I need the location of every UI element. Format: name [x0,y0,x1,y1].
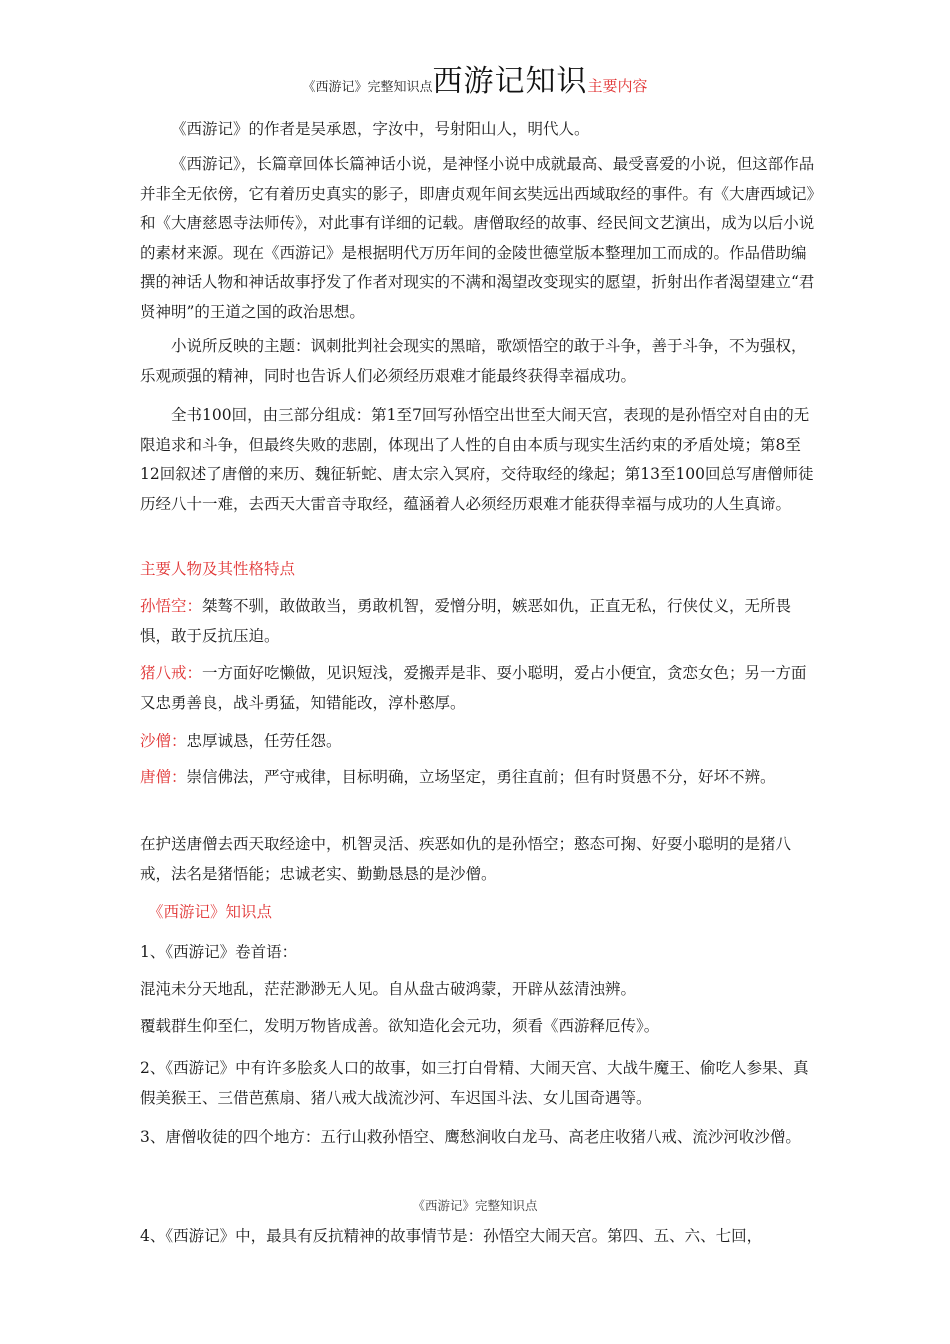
knowledge-item-4: 4、《西游记》中，最具有反抗精神的故事情节是：孙悟空大闹天宫。第四、五、六、七回， [140,1227,763,1245]
character-entry [140,727,818,757]
paragraph-structure: 全书100回，由三部分组成：第1至7回写孙悟空出世至大闹天宫，表现的是孙悟空对自由的无限追求和斗争，但最终失败的悲剧，体现出了人性的自由本质与现实生活约束的矛盾处境；第8至12回叙述了唐僧的来历、魏征斩蛇、唐太宗入冥府，交待取经的缘起；第13至100回总写唐僧师徒历经八十一难，去西天大雷音寺取经，蕴涵着人必须经历艰难才能获得幸福与成功的人生真谛。 [140,406,814,513]
paragraph-intro: 《西游记》，长篇章回体长篇神话小说，是神怪小说中成就最高、最受喜爱的小说，但这部作品并非全无依傍，它有着历史真实的影子，即唐贞观年间玄奘远出西域取经的事件。有《大唐西域记》和《大唐慈恩寺法师传》，对此事有详细的记载。唐僧取经的故事、经民间文艺演出，成为以后小说的素材来源。现在《西游记》是根据明代万历年间的金陵世德堂版本整理加工而成的。作品借助编撰的神话人物和神话故事抒发了作者对现实的不满和渴望改变现实的愿望，折射出作者渴望建立“君贤神明”的王道之国的政治思想。 [140,155,815,321]
paragraph-author: 《西游记》的作者是吴承恩，字汝中，号射阳山人，明代人。 [171,120,590,138]
knowledge-item-1-line1: 混沌未分天地乱，茫茫渺渺无人见。自从盘古破鸿蒙，开辟从兹清浊辨。 [140,980,637,998]
knowledge-item-1-title: 1、《西游记》卷首语： [140,943,298,961]
characters-heading: 主要人物及其性格特点 [140,560,296,578]
character-entry [140,659,818,718]
paragraph-theme: 小说所反映的主题：讽刺批判社会现实的黑暗，歌颂悟空的敢于斗争，善于斗争，不为强权，乐观顽强的精神，同时也告诉人们必须经历艰难才能最终获得幸福成功。 [140,337,807,385]
character-desc: 崇信佛法，严守戒律，目标明确，立场坚定，勇往直前；但有时贤愚不分，好坏不辨。 [186,768,776,786]
character-desc: 一方面好吃懒做，见识短浅，爱搬弄是非、耍小聪明，爱占小便宜，贪恋女色；另一方面又忠勇善良，战斗勇猛，知错能改，淳朴憨厚。 [140,664,807,712]
knowledge-item-2: 2、《西游记》中有许多脍炙人口的故事，如三打白骨精、大闹天宫、大战牛魔王、偷吃人参果、真假美猴王、三借芭蕉扇、猪八戒大战流沙河、车迟国斗法、女儿国奇遇等。 [140,1059,809,1107]
knowledge-item-3: 3、唐僧收徒的四个地方：五行山救孙悟空、鹰愁涧收白龙马、高老庄收猪八戒、流沙河收沙僧。 [140,1128,801,1146]
page-footer: 《西游记》完整知识点 [412,1198,538,1213]
page-header [0,62,950,108]
character-entry [140,592,818,651]
character-name: 沙僧： [140,732,187,750]
header-small-title: 《西游记》完整知识点 [302,80,433,95]
header-big-title: 西游记知识 [432,64,588,99]
character-name: 孙悟空： [140,597,203,615]
character-entry [140,763,818,793]
character-name: 猪八戒： [140,664,203,682]
character-desc: 桀骜不驯，敢做敢当，勇敢机智，爱憎分明，嫉恶如仇，正直无私，行侠仗义，无所畏惧，敢于反抗压迫。 [140,597,792,645]
characters-summary: 在护送唐僧去西天取经途中，机智灵活、疾恶如仇的是孙悟空；憨态可掬、好耍小聪明的是猪八戒，法名是猪悟能；忠诚老实、勤勤恳恳的是沙僧。 [140,835,792,883]
knowledge-item-1-line2: 覆载群生仰至仁，发明万物皆成善。欲知造化会元功，须看《西游释厄传》。 [140,1017,660,1035]
character-name: 唐僧： [140,768,187,786]
character-desc: 忠厚诚恳，任劳任怨。 [186,732,342,750]
header-red-title: 主要内容 [587,77,648,95]
knowledge-heading: 《西游记》知识点 [148,903,273,921]
